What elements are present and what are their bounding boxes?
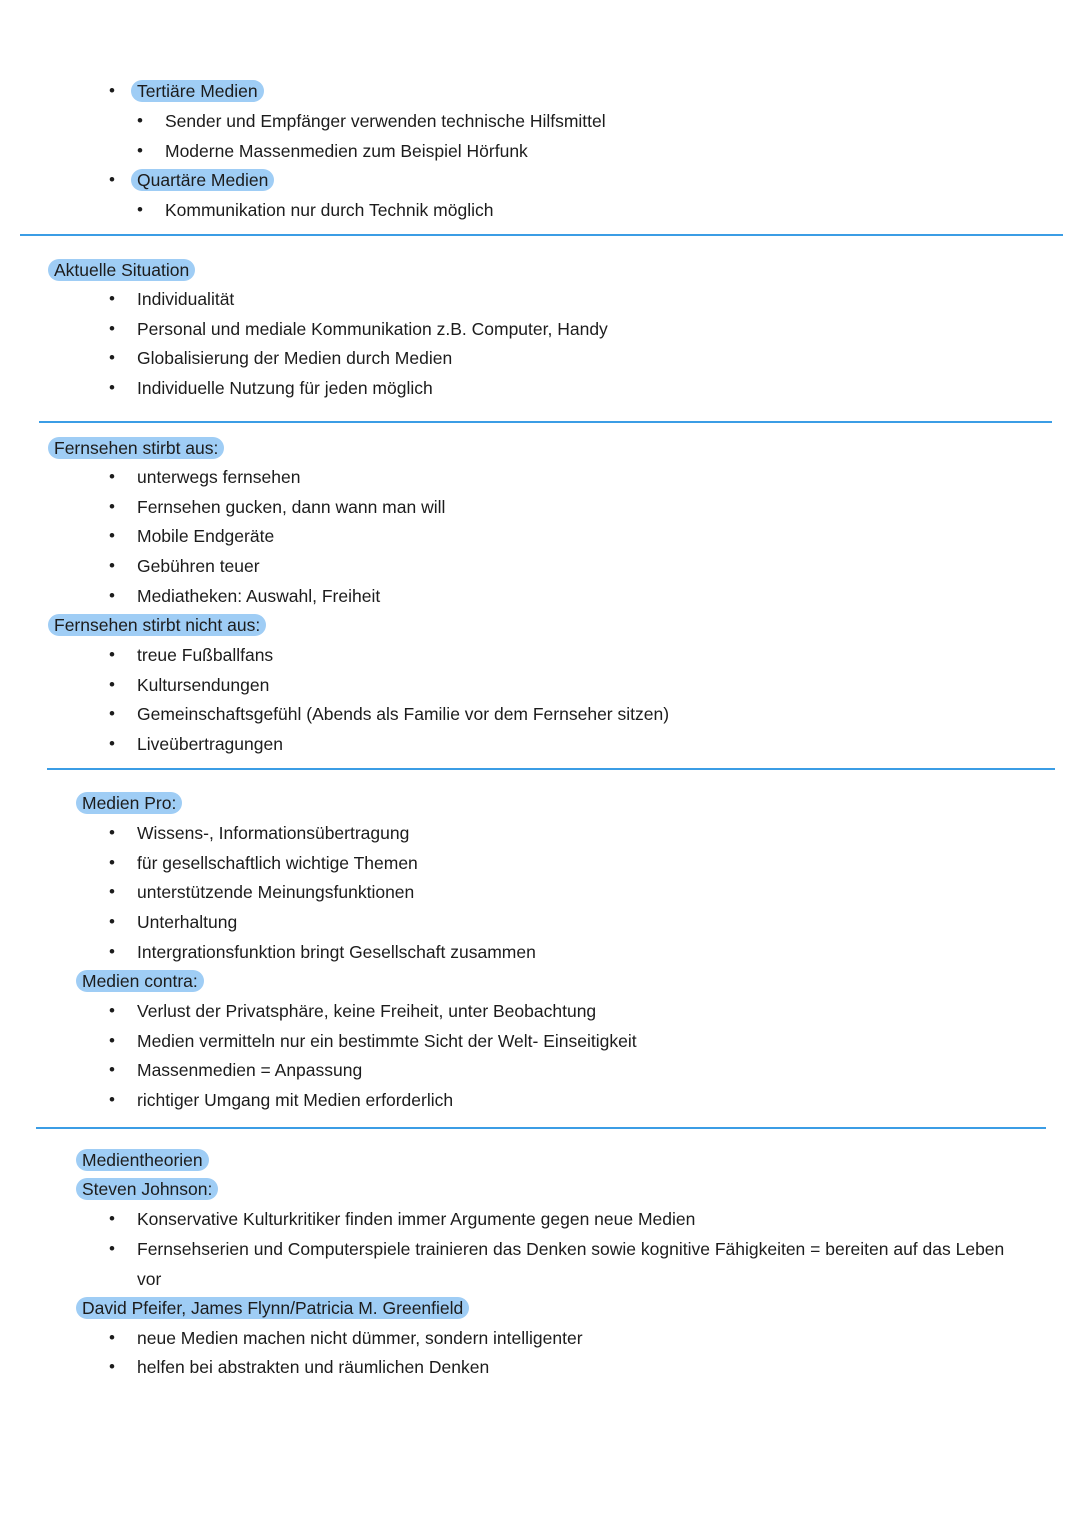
heading-fernsehen-stirbt-aus: Fernsehen stirbt aus: xyxy=(48,437,224,459)
list-item: Gemeinschaftsgefühl (Abends als Familie vor dem Fernseher sitzen) xyxy=(137,704,670,724)
heading-fernsehen-stirbt-nicht-aus: Fernsehen stirbt nicht aus: xyxy=(48,614,266,636)
bullet-dot: • xyxy=(109,497,115,516)
list-item: helfen bei abstrakten und räumlichen Denken xyxy=(137,1357,490,1377)
list-item: Unterhaltung xyxy=(137,912,238,932)
list-item: Individuelle Nutzung für jeden möglich xyxy=(137,378,433,398)
bullet-dot: • xyxy=(109,1090,115,1109)
list-item-continuation: vor xyxy=(137,1269,162,1289)
subheading-pfeifer-flynn-greenfield: David Pfeifer, James Flynn/Patricia M. Greenfield xyxy=(76,1297,469,1319)
section-divider xyxy=(39,421,1052,423)
bullet-dot: • xyxy=(109,1328,115,1347)
list-item: Globalisierung der Medien durch Medien xyxy=(137,348,453,368)
list-item: Medien vermitteln nur ein bestimmte Sicht der Welt- Einseitigkeit xyxy=(137,1031,637,1051)
bullet-dot: • xyxy=(109,170,115,189)
list-item: Kommunikation nur durch Technik möglich xyxy=(165,200,494,220)
bullet-dot: • xyxy=(137,200,143,219)
bullet-dot: • xyxy=(109,1060,115,1079)
bullet-dot: • xyxy=(109,1001,115,1020)
list-item: Sender und Empfänger verwenden technische Hilfsmittel xyxy=(165,111,606,131)
bullet-dot: • xyxy=(109,675,115,694)
heading-aktuelle-situation: Aktuelle Situation xyxy=(48,259,195,281)
heading-quartaere-medien: Quartäre Medien xyxy=(131,169,274,191)
list-item: Wissens-, Informationsübertragung xyxy=(137,823,410,843)
list-item: unterstützende Meinungsfunktionen xyxy=(137,882,415,902)
list-item: für gesellschaftlich wichtige Themen xyxy=(137,853,418,873)
bullet-dot: • xyxy=(109,1239,115,1258)
bullet-dot: • xyxy=(109,942,115,961)
bullet-dot: • xyxy=(109,467,115,486)
list-item: Liveübertragungen xyxy=(137,734,283,754)
bullet-dot: • xyxy=(109,526,115,545)
list-item: unterwegs fernsehen xyxy=(137,467,301,487)
list-item: Verlust der Privatsphäre, keine Freiheit, unter Beobachtung xyxy=(137,1001,597,1021)
bullet-dot: • xyxy=(109,645,115,664)
bullet-dot: • xyxy=(109,1357,115,1376)
list-item: Mediatheken: Auswahl, Freiheit xyxy=(137,586,381,606)
subheading-steven-johnson: Steven Johnson: xyxy=(76,1178,218,1200)
heading-medientheorien: Medientheorien xyxy=(76,1149,209,1171)
list-item: treue Fußballfans xyxy=(137,645,274,665)
bullet-dot: • xyxy=(109,734,115,753)
bullet-dot: • xyxy=(109,319,115,338)
bullet-dot: • xyxy=(109,1031,115,1050)
bullet-dot: • xyxy=(109,823,115,842)
bullet-dot: • xyxy=(109,586,115,605)
list-item: Kultursendungen xyxy=(137,675,270,695)
bullet-dot: • xyxy=(109,853,115,872)
bullet-dot: • xyxy=(109,882,115,901)
bullet-dot: • xyxy=(109,289,115,308)
bullet-dot: • xyxy=(109,378,115,397)
list-item: Personal und mediale Kommunikation z.B. Computer, Handy xyxy=(137,319,608,339)
list-item: Konservative Kulturkritiker finden immer Argumente gegen neue Medien xyxy=(137,1209,696,1229)
section-divider xyxy=(36,1127,1046,1129)
section-divider xyxy=(20,234,1063,236)
list-item: neue Medien machen nicht dümmer, sondern intelligenter xyxy=(137,1328,583,1348)
bullet-dot: • xyxy=(137,141,143,160)
list-item: Fernsehen gucken, dann wann man will xyxy=(137,497,446,517)
heading-medien-pro: Medien Pro: xyxy=(76,792,182,814)
list-item: Fernsehserien und Computerspiele trainieren das Denken sowie kognitive Fähigkeiten = bereiten auf das Leben xyxy=(137,1239,1005,1259)
bullet-dot: • xyxy=(109,348,115,367)
bullet-dot: • xyxy=(137,111,143,130)
list-item: Moderne Massenmedien zum Beispiel Hörfunk xyxy=(165,141,528,161)
list-item: Individualität xyxy=(137,289,235,309)
heading-medien-contra: Medien contra: xyxy=(76,970,204,992)
bullet-dot: • xyxy=(109,81,115,100)
list-item: Intergrationsfunktion bringt Gesellschaft zusammen xyxy=(137,942,536,962)
bullet-dot: • xyxy=(109,912,115,931)
list-item: Massenmedien = Anpassung xyxy=(137,1060,363,1080)
bullet-dot: • xyxy=(109,1209,115,1228)
section-divider xyxy=(47,768,1055,770)
list-item: Gebühren teuer xyxy=(137,556,260,576)
bullet-dot: • xyxy=(109,704,115,723)
bullet-dot: • xyxy=(109,556,115,575)
heading-tertiaere-medien: Tertiäre Medien xyxy=(131,80,264,102)
list-item: richtiger Umgang mit Medien erforderlich xyxy=(137,1090,454,1110)
list-item: Mobile Endgeräte xyxy=(137,526,275,546)
